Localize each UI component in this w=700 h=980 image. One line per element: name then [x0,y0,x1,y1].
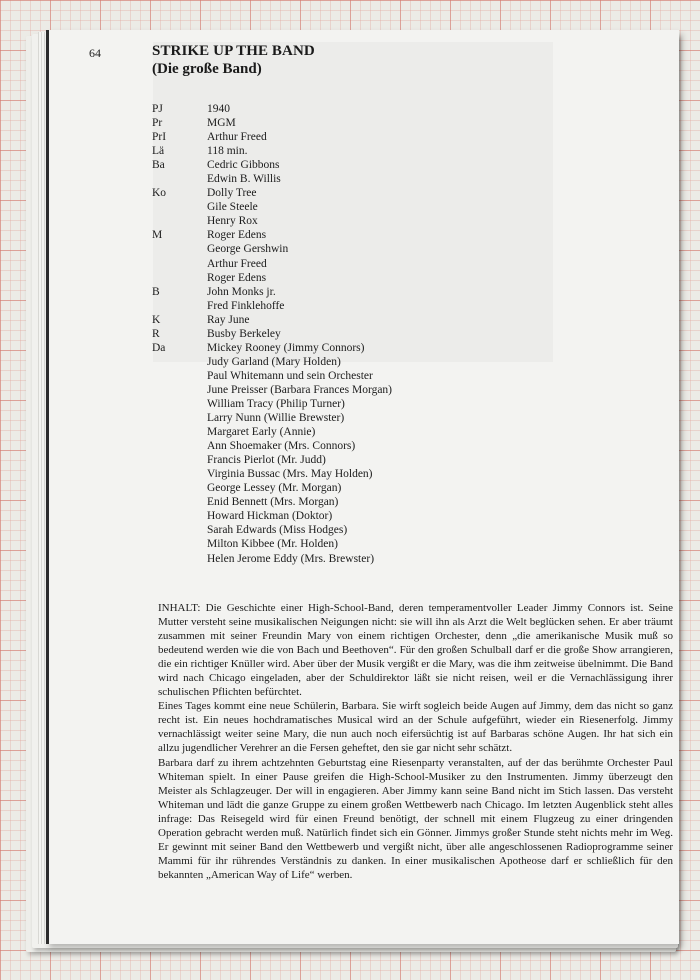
credit-row [152,495,552,509]
credit-code: PJ [152,103,163,115]
credit-value: 118 min. [207,145,248,158]
credit-row [152,116,552,130]
credit-code [152,495,207,509]
credit-code [152,453,207,467]
book-page [46,30,679,944]
credit-code: Ba [152,159,165,172]
credit-code [152,257,207,271]
credit-value: Roger Edens [207,229,267,242]
credit-row [152,285,552,299]
credit-value: Helen Jerome Eddy (Mrs. Brewster) [207,552,375,565]
credit-value: Larry Nunn (Willie Brewster) [207,412,345,425]
credit-code [152,439,207,453]
credit-value: Enid Bennett (Mrs. Morgan) [207,496,339,509]
credit-code: Da [152,341,166,354]
credit-value: Sarah Edwards (Miss Hodges) [207,524,348,537]
credit-code [152,355,207,369]
film-title: STRIKE UP THE BAND [152,43,315,59]
credit-value: George Lessey (Mr. Morgan) [207,482,342,495]
credit-code: Lä [152,145,165,158]
credit-row [152,425,552,439]
credit-row [152,186,552,200]
credit-code [152,552,207,566]
credit-row [152,509,552,523]
credit-code: B [152,285,160,298]
credit-value: Ann Shoemaker (Mrs. Connors) [207,440,356,453]
synopsis [158,601,673,882]
credit-value: Margaret Early (Annie) [207,426,316,439]
credit-code: Pr [152,117,163,130]
credit-code [152,537,207,551]
credit-code: K [152,313,161,326]
credit-code [152,200,207,214]
credit-code [152,214,207,228]
credit-row [152,299,552,313]
credit-row [152,397,552,411]
synopsis-paragraph: INHALT: Die Geschichte einer High-School-Band, deren temperamentvoller Leader Jimmy Connors ist. Seine Mutter versteht seine musikalischen Neigungen nicht: sie will ihn als Arzt die Welt beglücken sehen. Er aber träumt zusammen mit seiner Freundin Mary von einem richtigen Orchester, denn „die amerikanische Musik muß so bedeutend werden wie die von Bach und Beethoven“. Für den großen Schulball darf er die große Show arrangieren, die ein richtiger Knüller wird. Aber über der Musik vergißt er die Mary, was die ihm zeitweise übelnimmt. Die Band wird nach Chicago eingeladen, aber der Schuldirektor läßt sie nicht reisen, weil er die Vernachlässigung ihrer schulischen Pflichten befürchtet. [158,602,673,699]
credit-code [152,271,207,285]
credit-code: PrI [152,131,167,144]
credit-code [152,411,207,425]
credit-value: Milton Kibbee (Mr. Holden) [207,538,338,551]
page-edges [38,32,46,944]
credit-row [152,130,552,144]
synopsis-paragraph: Barbara darf zu ihrem achtzehnten Geburtstag eine Riesenparty veranstalten, auf der das berühmte Orchester Paul Whiteman spielt. In einer Pause greifen die High-School-Musiker zu den Instrumenten. Jimmy überzeugt den Meister als Schlagzeuger. Der will in engagieren. Aber Jimmy kann seine Band nicht im Stich lassen. Das versteht Whiteman und lädt die ganze Gruppe zu einem großen Wettbewerb nach Chicago. Im letzten Augenblick steht alles infrage: Das Reisegeld wird für einen Freund benötigt, der schnell mit einem Flugzeug zu einer dringenden Operation gebracht werden muß. Natürlich findet sich ein Gönner. Jimmys großer Stunde steht nichts mehr im Weg. Er gewinnt mit seiner Band den Wettbewerb und vergißt nicht, über alle angeschlossenen Radioprogramme seiner Mammi für ihr rührendes Verständnis zu danken. In einer musikalischen Apotheose darf er schließlich für den bekannten „American Way of Life“ werben. [158,756,673,881]
credit-code [152,383,207,397]
credit-value: Paul Whitemann und sein Orchester [207,369,373,382]
synopsis-paragraph: Eines Tages kommt eine neue Schülerin, Barbara. Sie wirft sogleich beide Augen auf Jimmy, dem das nicht so ganz recht ist. Ein neues hochdramatisches Musical wird an der Schule aufgeführt, wieder ein Riesenerfolg. Jimmy vernachlässigt weiter seine Mary, die nun auch noch eifersüchtig ist auf Barbaras schöne Augen. Ihr hat sich ein allzu jugendlicher Verehrer an die Fersen geheftet, den sie gar nicht sehr schätzt. [158,700,673,755]
credit-value: John Monks jr. [207,285,276,298]
credit-value: Arthur Freed [207,131,267,144]
credit-code [152,397,207,411]
credit-value: Ray June [207,313,250,326]
credit-value: 1940 [207,103,230,115]
credit-row [152,552,552,566]
credit-row [152,257,552,271]
credit-row [152,453,552,467]
credit-value: Cedric Gibbons [207,159,280,172]
credit-row [152,467,552,481]
credit-row [152,383,552,397]
credit-code: M [152,229,163,242]
credit-row [152,369,552,383]
credit-value: Edwin B. Willis [207,173,281,186]
credit-row [152,242,552,256]
credit-code: R [152,327,160,340]
credit-row [152,102,552,116]
credit-row [152,158,552,172]
credit-value: Francis Pierlot (Mr. Judd) [207,454,326,467]
credit-value: Judy Garland (Mary Holden) [207,355,341,368]
credit-row [152,411,552,425]
credit-row [152,228,552,242]
credit-row [152,144,552,158]
credit-value: Henry Rox [207,215,258,228]
credit-row [152,341,552,355]
credit-value: Roger Edens [207,271,267,284]
credit-value: June Preisser (Barbara Frances Morgan) [207,383,393,396]
credit-row [152,313,552,327]
credit-row [152,172,552,186]
credit-row [152,200,552,214]
credit-row [152,481,552,495]
credit-value: Howard Hickman (Doktor) [207,510,333,523]
credit-code [152,481,207,495]
credit-row [152,327,552,341]
page-number: 64 [89,46,101,60]
credit-row [152,214,552,228]
credit-value: Gile Steele [207,201,258,214]
credit-code [152,523,207,537]
credit-value: George Gershwin [207,243,289,256]
credit-value: Virginia Bussac (Mrs. May Holden) [207,468,373,481]
credit-row [152,271,552,285]
credit-value: Dolly Tree [207,187,257,200]
credit-row [152,355,552,369]
credit-value: Busby Berkeley [207,327,281,340]
credit-code [152,172,207,186]
credit-value: Arthur Freed [207,257,267,270]
credit-code [152,242,207,256]
credit-row [152,537,552,551]
credit-value: Mickey Rooney (Jimmy Connors) [207,341,365,354]
credit-value: Fred Finklehoffe [207,299,285,312]
credit-code [152,299,207,313]
credit-value: MGM [207,117,236,130]
credit-code [152,425,207,439]
credit-row [152,439,552,453]
credit-code [152,369,207,383]
film-subtitle: (Die große Band) [152,61,262,77]
credits-list [152,102,552,566]
credit-value: William Tracy (Philip Turner) [207,397,345,410]
credit-row [152,523,552,537]
credit-code [152,509,207,523]
credit-code: Ko [152,187,167,200]
credit-code [152,467,207,481]
